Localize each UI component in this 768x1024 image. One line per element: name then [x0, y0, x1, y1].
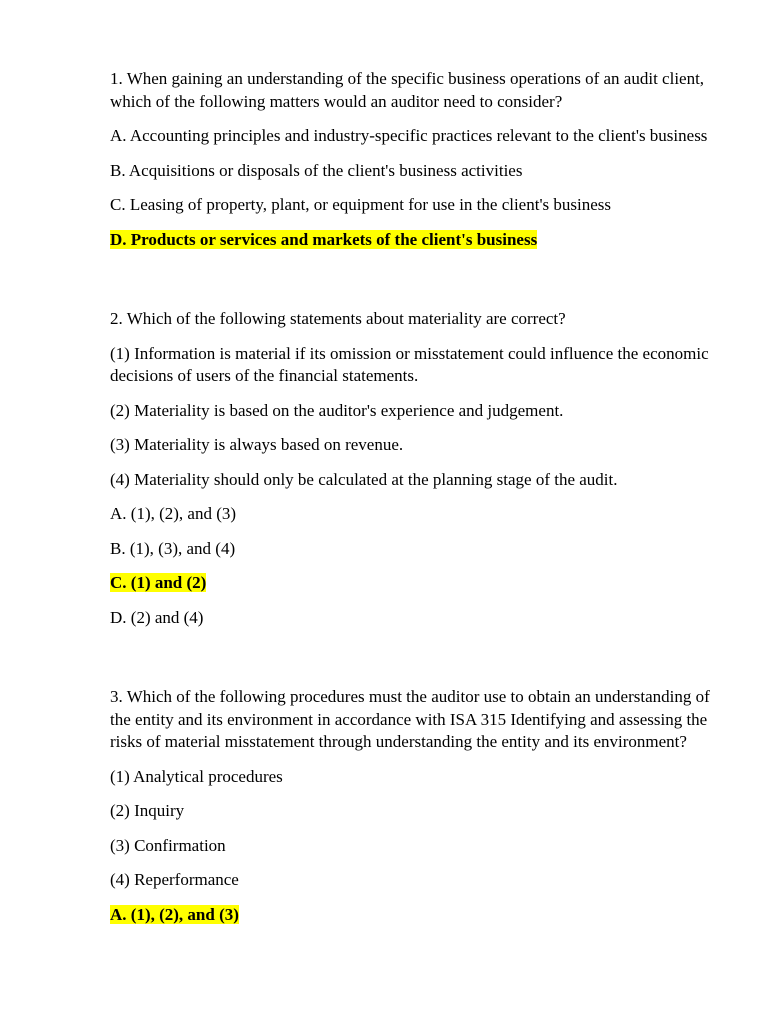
highlighted-answer: [110, 904, 710, 927]
question-stem: 3. Which of the following procedures must the auditor use to obtain an understanding of the entity and its environment in accordance with ISA 315 Identifying and assessing the risks of material misstatement through understanding the entity and its environment?: [110, 687, 710, 751]
highlighted-answer: [110, 572, 710, 595]
statement-line: (2) Materiality is based on the auditor's experience and judgement.: [110, 400, 564, 420]
option-line: B. Acquisitions or disposals of the client's business activities: [110, 160, 523, 180]
procedure-line: (3) Confirmation: [110, 835, 226, 855]
statement-line: (3) Materiality is always based on revenue.: [110, 435, 404, 454]
question-spacer: [110, 263, 710, 308]
statement-line: (1) Information is material if its omission or misstatement could influence the economic decisions of users of the financial statements.: [110, 343, 709, 385]
procedure-line: (2) Inquiry: [110, 801, 185, 820]
document-page: [110, 68, 710, 938]
option-line: C. Leasing of property, plant, or equipment for use in the client's business: [110, 195, 611, 214]
answer-text: D. Products or services and markets of the client's business: [110, 229, 538, 249]
procedure-line: (4) Reperformance: [110, 870, 239, 889]
question-stem: 1. When gaining an understanding of the specific business operations of an audit client, which of the following matters would an auditor need to consider?: [110, 69, 705, 111]
procedure-line: (1) Analytical procedures: [110, 766, 283, 786]
option-line: A. Accounting principles and industry-specific practices relevant to the client's business: [110, 126, 708, 145]
answer-text: C. (1) and (2): [110, 573, 207, 592]
highlighted-answer: [110, 229, 710, 252]
question-1: [110, 68, 710, 251]
question-stem: 2. Which of the following statements about materiality are correct?: [110, 309, 566, 328]
question-3: [110, 686, 710, 926]
answer-text: A. (1), (2), and (3): [110, 904, 239, 924]
question-spacer: [110, 641, 710, 686]
option-line: D. (2) and (4): [110, 607, 204, 627]
option-line: B. (1), (3), and (4): [110, 538, 236, 558]
question-2: [110, 308, 710, 629]
statement-line: (4) Materiality should only be calculated at the planning stage of the audit.: [110, 469, 618, 489]
option-line: A. (1), (2), and (3): [110, 504, 237, 523]
